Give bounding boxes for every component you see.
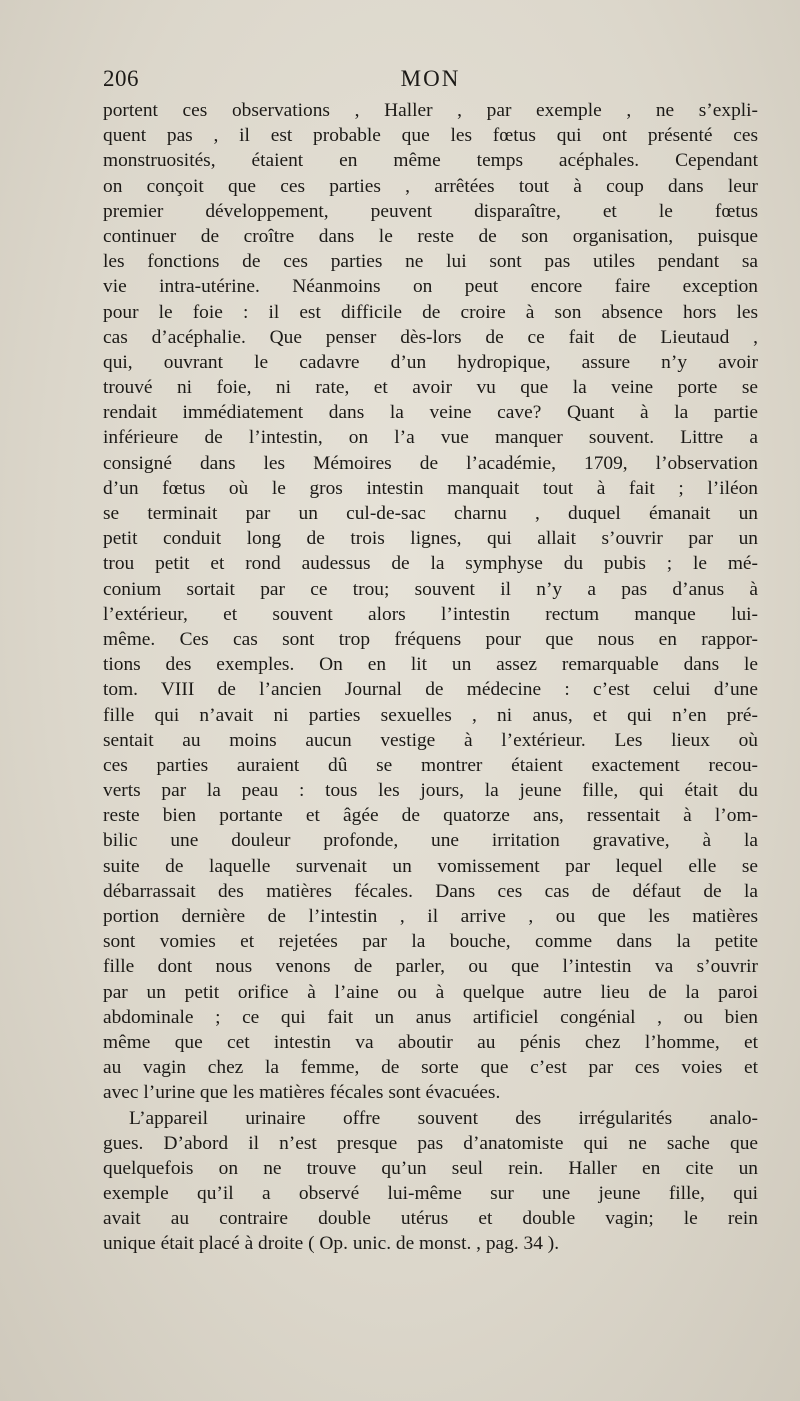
text-line: suite de laquelle survenait un vomissement par lequel elle se (103, 855, 758, 877)
text-line: abdominale ; ce qui fait un anus artificiel congénial , ou bien (103, 1006, 758, 1028)
text-line: tom. VIII de l’ancien Journal de médecine : c’est celui d’une (103, 679, 758, 701)
text-line: quent pas , il est probable que les fœtus qui ont présenté ces (103, 125, 758, 147)
text-line: trouvé ni foie, ni rate, et avoir vu que la veine porte se (103, 377, 758, 399)
text-line: L’appareil urinaire offre souvent des irrégularités analo- (129, 1107, 758, 1129)
text-line: sont vomies et rejetées par la bouche, comme dans la petite (103, 931, 758, 953)
text-line: gues. D’abord il n’est presque pas d’anatomiste qui ne sache que (103, 1132, 758, 1154)
text-line: se terminait par un cul-de-sac charnu , duquel émanait un (103, 503, 758, 524)
text-line: ces parties auraient dû se montrer étaient exactement recou- (103, 754, 758, 776)
text-line: trou petit et rond audessus de la symphyse du pubis ; le mé- (103, 553, 758, 575)
text-line: fille dont nous venons de parler, ou que l’intestin va s’ouvrir (103, 956, 758, 978)
text-line: monstruosités, étaient en même temps acéphales. Cependant (103, 150, 758, 172)
text-line: inférieure de l’intestin, on l’a vue manquer souvent. Littre a (103, 427, 758, 449)
text-line: vie intra-utérine. Néanmoins on peut encore faire exception (103, 276, 758, 298)
paragraph (103, 98, 758, 1106)
text-line: débarrassait des matières fécales. Dans ces cas de défaut de la (103, 880, 758, 902)
text-line: au vagin chez la femme, de sorte que c’est par ces voies et (103, 1057, 758, 1079)
text-line: qui, ouvrant le cadavre d’un hydropique, assure n’y avoir (103, 351, 758, 373)
text-line: quelquefois on ne trouve qu’un seul rein. Haller en cite un (103, 1157, 758, 1179)
text-line: tions des exemples. On en lit un assez remarquable dans le (103, 654, 758, 676)
text-line: petit conduit long de trois lignes, qui allait s’ouvrir par un (103, 528, 758, 550)
text-line: portent ces observations , Haller , par exemple , ne s’expli- (103, 100, 758, 121)
text-line: cas d’acéphalie. Que penser dès-lors de ce fait de Lieutaud , (103, 326, 758, 348)
body-text (103, 98, 758, 1257)
text-line: sentait au moins aucun vestige à l’extérieur. Les lieux où (103, 729, 758, 751)
text-line: conium sortait par ce trou; souvent il n’y a pas d’anus à (103, 578, 758, 600)
text-line: unique était placé à droite ( Op. unic. de monst. , pag. 34 ). (103, 1233, 560, 1255)
page-number: 206 (103, 66, 139, 91)
text-line: reste bien portante et âgée de quatorze ans, ressentait à l’om- (103, 805, 758, 827)
text-line: même. Ces cas sont trop fréquens pour que nous en rappor- (103, 628, 758, 650)
text-line: avec l’urine que les matières fécales sont évacuées. (103, 1082, 501, 1104)
text-line: avait au contraire double utérus et double vagin; le rein (103, 1208, 758, 1230)
text-line: bilic une douleur profonde, une irritation gravative, à la (103, 830, 758, 852)
page-header (103, 66, 758, 96)
text-line: par un petit orifice à l’aine ou à quelque autre lieu de la paroi (103, 981, 758, 1003)
text-line: l’extérieur, et souvent alors l’intestin rectum manque lui- (103, 603, 758, 625)
running-head: MON (400, 66, 461, 91)
text-line: même que cet intestin va aboutir au pénis chez l’homme, et (103, 1031, 758, 1053)
text-line: exemple qu’il a observé lui-même sur une jeune fille, qui (103, 1183, 758, 1205)
text-line: pour le foie : il est difficile de croire à son absence hors les (103, 301, 758, 323)
paragraph (103, 1106, 758, 1257)
text-line: consigné dans les Mémoires de l’académie, 1709, l’observation (103, 452, 758, 474)
text-line: on conçoit que ces parties , arrêtées tout à coup dans leur (103, 175, 758, 197)
text-line: les fonctions de ces parties ne lui sont pas utiles pendant sa (103, 251, 758, 273)
text-line: fille qui n’avait ni parties sexuelles , ni anus, et qui n’en pré- (103, 704, 758, 726)
text-line: continuer de croître dans le reste de son organisation, puisque (103, 225, 758, 247)
text-line: rendait immédiatement dans la veine cave? Quant à la partie (103, 402, 758, 424)
text-line: premier développement, peuvent disparaître, et le fœtus (103, 200, 758, 222)
text-line: portion dernière de l’intestin , il arrive , ou que les matières (103, 906, 758, 927)
text-line: d’un fœtus où le gros intestin manquait tout à fait ; l’iléon (103, 477, 758, 499)
text-line: verts par la peau : tous les jours, la jeune fille, qui était du (103, 780, 758, 802)
